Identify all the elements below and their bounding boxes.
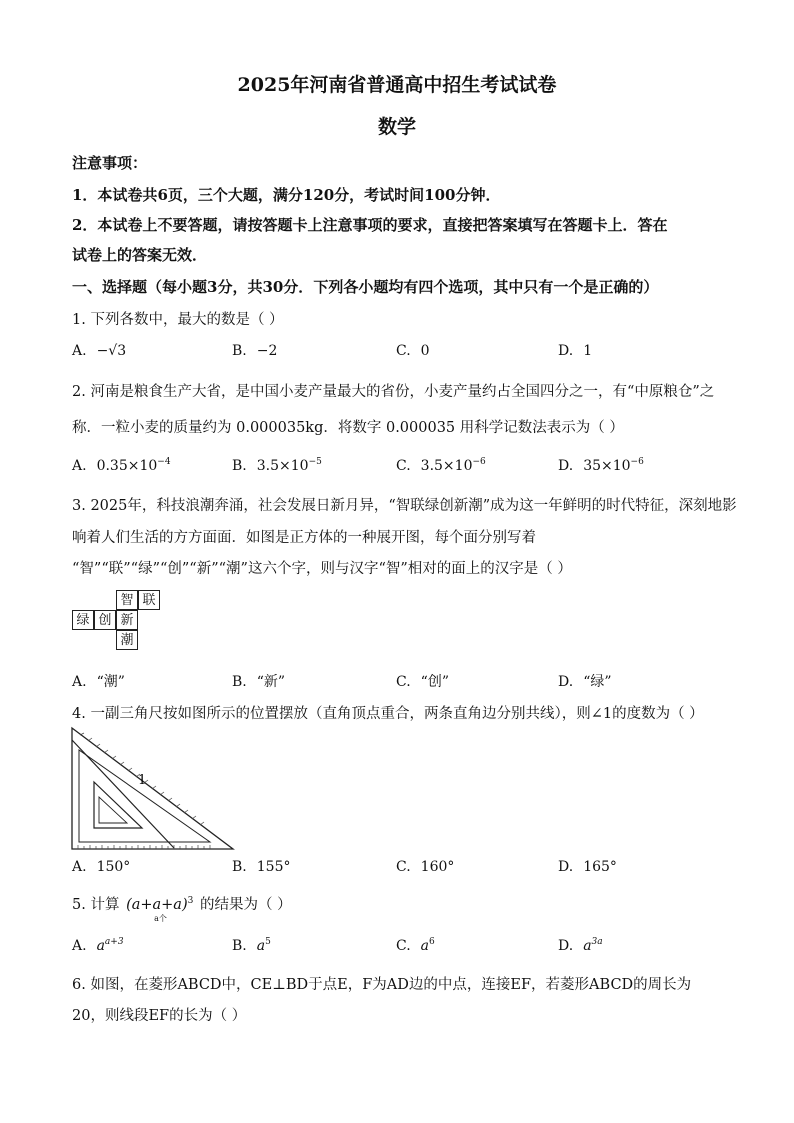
q5-option-d bbox=[558, 937, 603, 954]
option-label: B. bbox=[232, 859, 247, 875]
q5-option-b bbox=[232, 937, 271, 954]
option-exponent: 5 bbox=[265, 937, 271, 947]
q3-options bbox=[72, 671, 732, 691]
option-text: −√3 bbox=[96, 343, 127, 359]
q5-expression bbox=[126, 896, 194, 923]
option-text: 165° bbox=[583, 859, 617, 875]
q2-line-2: 称．一粒小麦的质量约为 0.000035kg．将数字 0.000035 用科学记数法表示为（ ） bbox=[72, 420, 624, 436]
option-base: 0.35×10 bbox=[96, 458, 158, 474]
angle-1-label: 1 bbox=[138, 773, 147, 788]
q3-line-3: “智”“联”“绿”“创”“新”“潮”这六个字，则与汉字“智”相对的面上的汉字是（ ） bbox=[72, 561, 572, 577]
q1-option-b bbox=[232, 343, 277, 359]
option-label: B. bbox=[232, 938, 247, 954]
q2-options bbox=[72, 457, 732, 477]
q2-option-c bbox=[396, 457, 486, 474]
option-label: D. bbox=[558, 859, 574, 875]
net-face-zhi: 智 bbox=[116, 590, 138, 610]
notes-item-2-line-1: 2．本试卷上不要答题，请按答题卡上注意事项的要求，直接把答案填写在答题卡上．答在 bbox=[72, 216, 668, 234]
option-text: 150° bbox=[96, 859, 131, 875]
option-text: “绿” bbox=[583, 674, 612, 690]
q1-stem: 1. 下列各数中，最大的数是（ ） bbox=[72, 312, 284, 328]
q5-suffix: 的结果为（ ） bbox=[199, 897, 292, 913]
q5-underbrace-label: a个 bbox=[154, 914, 167, 923]
option-label: A. bbox=[72, 859, 87, 875]
option-exponent: −6 bbox=[630, 457, 644, 467]
q3-line-1: 3. 2025年，科技浪潮奔涌，社会发展日新月异，“智联绿创新潮”成为这一年鲜明的时代特征，深刻地影 bbox=[72, 498, 737, 514]
section-1-heading: 一、选择题（每小题3分，共30分．下列各小题均有四个选项，其中只有一个是正确的） bbox=[72, 278, 659, 296]
notes-heading: 注意事项： bbox=[72, 154, 148, 172]
q4-option-b bbox=[232, 859, 290, 875]
option-label: B. bbox=[232, 674, 247, 690]
option-label: D. bbox=[558, 458, 574, 474]
option-label: A. bbox=[72, 674, 87, 690]
option-label: C. bbox=[396, 458, 411, 474]
ruler-ticks bbox=[78, 733, 210, 849]
q5-expression-exponent: 3 bbox=[187, 896, 194, 906]
option-label: A. bbox=[72, 343, 87, 359]
option-label: C. bbox=[396, 859, 411, 875]
option-label: C. bbox=[396, 674, 411, 690]
q4-stem: 4. 一副三角尺按如图所示的位置摆放（直角顶点重合，两条直角边分别共线），则∠1的度数为（ ） bbox=[72, 706, 704, 722]
q5-option-a bbox=[72, 937, 124, 954]
option-label: B. bbox=[232, 458, 247, 474]
q2-option-b bbox=[232, 457, 322, 474]
notes-item-2-line-2: 试卷上的答案无效． bbox=[72, 246, 208, 264]
q5-expression-base: (a+a+a) bbox=[126, 897, 188, 913]
q2-line-1: 2. 河南是粮食生产大省，是中国小麦产量最大的省份，小麦产量约占全国四分之一，有“中原粮仓”之 bbox=[72, 384, 715, 400]
q5-option-c bbox=[396, 937, 435, 954]
option-base: 35×10 bbox=[583, 458, 631, 474]
net-face-chao: 潮 bbox=[116, 630, 138, 650]
option-label: A. bbox=[72, 938, 87, 954]
q5-prefix: 5. 计算 bbox=[72, 897, 120, 913]
q3-option-d bbox=[558, 671, 612, 691]
option-exponent: 3a bbox=[591, 937, 603, 947]
q1-option-a bbox=[72, 343, 126, 359]
q3-option-a bbox=[72, 671, 125, 691]
set-squares-figure bbox=[70, 726, 240, 852]
q3-option-b bbox=[232, 671, 285, 691]
q6-line-2: 20，则线段EF的长为（ ） bbox=[72, 1008, 247, 1024]
option-text: “创” bbox=[420, 674, 449, 690]
exam-title: 2025年河南省普通高中招生考试试卷 bbox=[237, 74, 557, 96]
net-face-chuang: 创 bbox=[94, 610, 116, 630]
q2-option-d bbox=[558, 457, 644, 474]
option-label: D. bbox=[558, 343, 574, 359]
option-text: “新” bbox=[256, 674, 286, 690]
q3-line-2: 响着人们生活的方方面面．如图是正方体的一种展开图，每个面分别写着 bbox=[72, 530, 536, 546]
option-base: a bbox=[420, 938, 430, 954]
option-base: 3.5×10 bbox=[256, 458, 309, 474]
option-base: a bbox=[256, 938, 266, 954]
option-base: a bbox=[583, 938, 592, 954]
option-exponent: −4 bbox=[157, 457, 171, 467]
q6-line-1: 6. 如图，在菱形ABCD中，CE⊥BD于点E，F为AD边的中点，连接EF，若菱形ABCD的周长为 bbox=[72, 977, 692, 993]
option-text: “潮” bbox=[96, 674, 125, 690]
option-exponent: −6 bbox=[472, 457, 486, 467]
net-face-lv: 绿 bbox=[72, 610, 94, 630]
option-text: 1 bbox=[583, 343, 593, 359]
option-text: 155° bbox=[256, 859, 291, 875]
subject-title: 数学 bbox=[377, 116, 416, 138]
option-text: −2 bbox=[256, 343, 278, 359]
option-label: C. bbox=[396, 343, 411, 359]
q4-options bbox=[72, 859, 732, 879]
q5-options bbox=[72, 937, 732, 957]
q3-option-c bbox=[396, 671, 449, 691]
option-text: 160° bbox=[420, 859, 455, 875]
option-label: C. bbox=[396, 938, 411, 954]
option-label: D. bbox=[558, 938, 574, 954]
q1-option-c bbox=[396, 343, 430, 359]
option-label: D. bbox=[558, 674, 574, 690]
option-base: a bbox=[96, 938, 105, 954]
option-exponent: −5 bbox=[308, 457, 322, 467]
q1-options bbox=[72, 343, 732, 363]
option-label: B. bbox=[232, 343, 247, 359]
option-exponent: a+3 bbox=[104, 937, 124, 947]
q4-option-c bbox=[396, 859, 454, 875]
q5-stem bbox=[72, 893, 292, 923]
option-text: 0 bbox=[420, 343, 430, 359]
q1-option-d bbox=[558, 343, 592, 359]
q2-option-a bbox=[72, 457, 171, 474]
option-exponent: 6 bbox=[429, 937, 435, 947]
net-face-lian: 联 bbox=[138, 590, 160, 610]
net-face-xin: 新 bbox=[116, 610, 138, 630]
notes-item-1: 1．本试卷共6页，三个大题，满分120分，考试时间100分钟． bbox=[72, 186, 501, 204]
set-square-hypotenuse bbox=[72, 740, 174, 848]
option-label: A. bbox=[72, 458, 87, 474]
q4-option-d bbox=[558, 859, 617, 875]
q4-option-a bbox=[72, 859, 130, 875]
option-base: 3.5×10 bbox=[420, 458, 473, 474]
